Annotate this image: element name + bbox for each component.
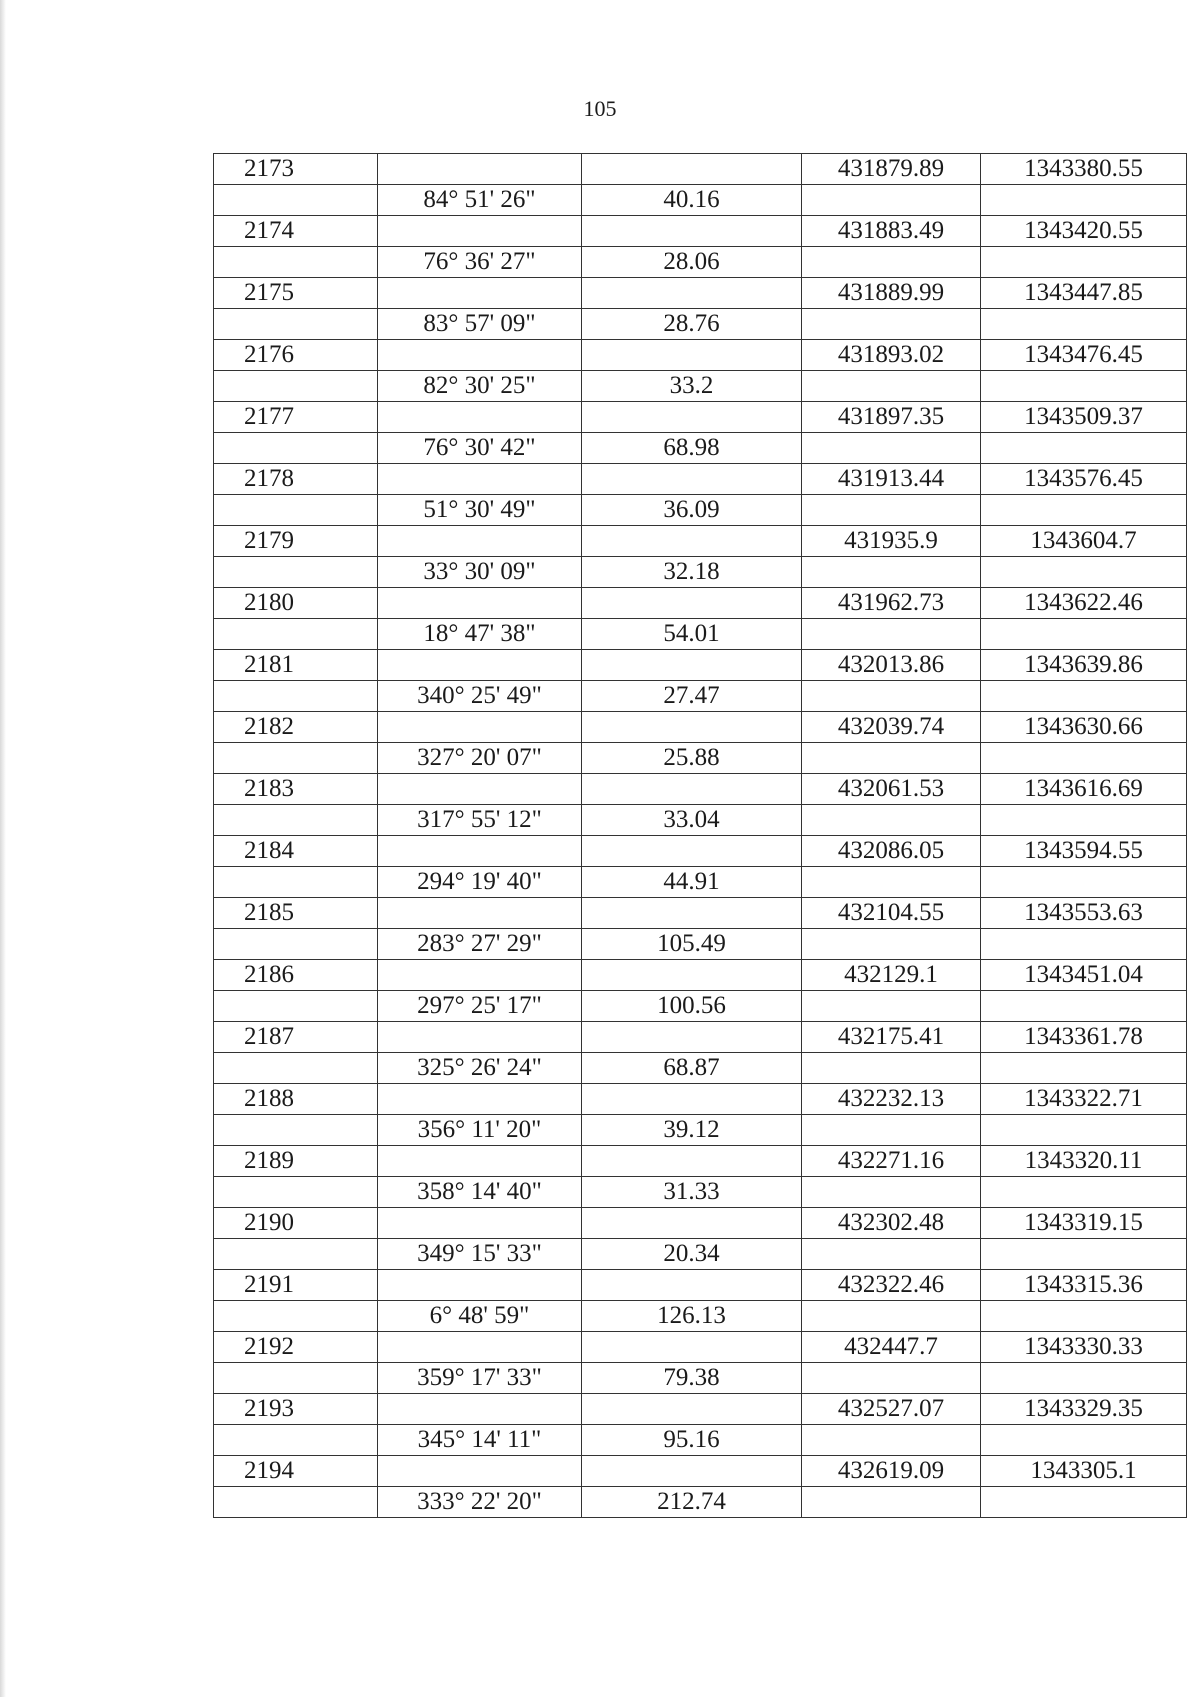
distance-cell: 20.34 bbox=[582, 1239, 802, 1270]
point-id-cell bbox=[214, 1425, 378, 1456]
bearing-cell: 317° 55' 12" bbox=[378, 805, 582, 836]
distance-cell: 28.06 bbox=[582, 247, 802, 278]
easting-cell bbox=[981, 1301, 1187, 1332]
easting-cell: 1343622.46 bbox=[981, 588, 1187, 619]
easting-cell bbox=[981, 619, 1187, 650]
bearing-cell bbox=[378, 712, 582, 743]
bearing-cell bbox=[378, 1270, 582, 1301]
station-row bbox=[214, 1332, 1187, 1363]
bearing-distance-row bbox=[214, 1239, 1187, 1270]
easting-cell bbox=[981, 929, 1187, 960]
bearing-cell: 349° 15' 33" bbox=[378, 1239, 582, 1270]
distance-cell bbox=[582, 1146, 802, 1177]
easting-cell: 1343576.45 bbox=[981, 464, 1187, 495]
bearing-distance-row bbox=[214, 1301, 1187, 1332]
station-row bbox=[214, 774, 1187, 805]
bearing-distance-row bbox=[214, 1487, 1187, 1518]
northing-cell: 431913.44 bbox=[802, 464, 981, 495]
easting-cell: 1343420.55 bbox=[981, 216, 1187, 247]
station-row bbox=[214, 650, 1187, 681]
distance-cell bbox=[582, 650, 802, 681]
northing-cell bbox=[802, 495, 981, 526]
distance-cell bbox=[582, 1022, 802, 1053]
point-id-cell: 2190 bbox=[214, 1208, 378, 1239]
station-row bbox=[214, 588, 1187, 619]
easting-cell: 1343594.55 bbox=[981, 836, 1187, 867]
point-id-cell: 2192 bbox=[214, 1332, 378, 1363]
bearing-distance-row bbox=[214, 371, 1187, 402]
station-row bbox=[214, 1394, 1187, 1425]
point-id-cell bbox=[214, 1115, 378, 1146]
station-row bbox=[214, 402, 1187, 433]
northing-cell: 431893.02 bbox=[802, 340, 981, 371]
northing-cell: 432447.7 bbox=[802, 1332, 981, 1363]
distance-cell bbox=[582, 402, 802, 433]
page-number: 105 bbox=[583, 96, 617, 121]
station-row bbox=[214, 464, 1187, 495]
point-id-cell bbox=[214, 1177, 378, 1208]
easting-cell: 1343315.36 bbox=[981, 1270, 1187, 1301]
bearing-distance-row bbox=[214, 1363, 1187, 1394]
bearing-distance-row bbox=[214, 1115, 1187, 1146]
northing-cell bbox=[802, 433, 981, 464]
northing-cell: 431879.89 bbox=[802, 154, 981, 185]
point-id-cell: 2186 bbox=[214, 960, 378, 991]
easting-cell bbox=[981, 1425, 1187, 1456]
point-id-cell: 2185 bbox=[214, 898, 378, 929]
bearing-cell: 18° 47' 38" bbox=[378, 619, 582, 650]
northing-cell: 432175.41 bbox=[802, 1022, 981, 1053]
point-id-cell: 2183 bbox=[214, 774, 378, 805]
easting-cell bbox=[981, 681, 1187, 712]
bearing-distance-row bbox=[214, 743, 1187, 774]
northing-cell bbox=[802, 1363, 981, 1394]
point-id-cell bbox=[214, 1301, 378, 1332]
northing-cell: 431935.9 bbox=[802, 526, 981, 557]
northing-cell bbox=[802, 743, 981, 774]
station-row bbox=[214, 216, 1187, 247]
point-id-cell: 2184 bbox=[214, 836, 378, 867]
station-row bbox=[214, 154, 1187, 185]
northing-cell bbox=[802, 619, 981, 650]
distance-cell bbox=[582, 774, 802, 805]
northing-cell bbox=[802, 805, 981, 836]
easting-cell bbox=[981, 1177, 1187, 1208]
bearing-distance-row bbox=[214, 1177, 1187, 1208]
distance-cell: 40.16 bbox=[582, 185, 802, 216]
northing-cell bbox=[802, 867, 981, 898]
bearing-distance-row bbox=[214, 991, 1187, 1022]
point-id-cell: 2174 bbox=[214, 216, 378, 247]
easting-cell: 1343451.04 bbox=[981, 960, 1187, 991]
northing-cell: 432619.09 bbox=[802, 1456, 981, 1487]
station-row bbox=[214, 1084, 1187, 1115]
bearing-cell bbox=[378, 340, 582, 371]
bearing-cell: 358° 14' 40" bbox=[378, 1177, 582, 1208]
bearing-cell bbox=[378, 588, 582, 619]
bearing-distance-row bbox=[214, 867, 1187, 898]
distance-cell bbox=[582, 1208, 802, 1239]
distance-cell: 39.12 bbox=[582, 1115, 802, 1146]
bearing-cell: 359° 17' 33" bbox=[378, 1363, 582, 1394]
point-id-cell bbox=[214, 185, 378, 216]
easting-cell: 1343330.33 bbox=[981, 1332, 1187, 1363]
bearing-distance-row bbox=[214, 495, 1187, 526]
northing-cell bbox=[802, 1425, 981, 1456]
bearing-distance-row bbox=[214, 619, 1187, 650]
bearing-cell bbox=[378, 1084, 582, 1115]
bearing-cell bbox=[378, 154, 582, 185]
distance-cell bbox=[582, 1332, 802, 1363]
distance-cell: 32.18 bbox=[582, 557, 802, 588]
distance-cell bbox=[582, 1084, 802, 1115]
northing-cell: 432086.05 bbox=[802, 836, 981, 867]
point-id-cell bbox=[214, 743, 378, 774]
point-id-cell: 2182 bbox=[214, 712, 378, 743]
bearing-cell bbox=[378, 650, 582, 681]
point-id-cell bbox=[214, 1363, 378, 1394]
easting-cell bbox=[981, 743, 1187, 774]
northing-cell: 432322.46 bbox=[802, 1270, 981, 1301]
northing-cell bbox=[802, 1487, 981, 1518]
easting-cell: 1343476.45 bbox=[981, 340, 1187, 371]
northing-cell: 432527.07 bbox=[802, 1394, 981, 1425]
distance-cell: 25.88 bbox=[582, 743, 802, 774]
bearing-distance-row bbox=[214, 185, 1187, 216]
easting-cell: 1343329.35 bbox=[981, 1394, 1187, 1425]
distance-cell bbox=[582, 1456, 802, 1487]
northing-cell: 432104.55 bbox=[802, 898, 981, 929]
bearing-cell bbox=[378, 1022, 582, 1053]
bearing-cell: 327° 20' 07" bbox=[378, 743, 582, 774]
bearing-cell bbox=[378, 1208, 582, 1239]
easting-cell bbox=[981, 805, 1187, 836]
bearing-cell bbox=[378, 836, 582, 867]
bearing-distance-row bbox=[214, 309, 1187, 340]
bearing-distance-row bbox=[214, 929, 1187, 960]
northing-cell bbox=[802, 1115, 981, 1146]
easting-cell bbox=[981, 1363, 1187, 1394]
distance-cell: 79.38 bbox=[582, 1363, 802, 1394]
distance-cell bbox=[582, 960, 802, 991]
easting-cell bbox=[981, 495, 1187, 526]
distance-cell: 31.33 bbox=[582, 1177, 802, 1208]
bearing-cell: 84° 51' 26" bbox=[378, 185, 582, 216]
northing-cell: 432129.1 bbox=[802, 960, 981, 991]
northing-cell bbox=[802, 1301, 981, 1332]
distance-cell: 68.98 bbox=[582, 433, 802, 464]
northing-cell bbox=[802, 991, 981, 1022]
bearing-distance-row bbox=[214, 247, 1187, 278]
distance-cell: 36.09 bbox=[582, 495, 802, 526]
easting-cell bbox=[981, 867, 1187, 898]
station-row bbox=[214, 1208, 1187, 1239]
bearing-cell bbox=[378, 402, 582, 433]
point-id-cell: 2193 bbox=[214, 1394, 378, 1425]
northing-cell bbox=[802, 247, 981, 278]
northing-cell: 432061.53 bbox=[802, 774, 981, 805]
point-id-cell: 2176 bbox=[214, 340, 378, 371]
easting-cell bbox=[981, 1487, 1187, 1518]
bearing-cell: 345° 14' 11" bbox=[378, 1425, 582, 1456]
bearing-cell: 6° 48' 59" bbox=[378, 1301, 582, 1332]
point-id-cell bbox=[214, 929, 378, 960]
northing-cell bbox=[802, 681, 981, 712]
bearing-cell bbox=[378, 1456, 582, 1487]
northing-cell bbox=[802, 1053, 981, 1084]
point-id-cell bbox=[214, 1053, 378, 1084]
easting-cell bbox=[981, 185, 1187, 216]
northing-cell bbox=[802, 557, 981, 588]
station-row bbox=[214, 960, 1187, 991]
point-id-cell bbox=[214, 681, 378, 712]
bearing-cell bbox=[378, 1146, 582, 1177]
scan-edge bbox=[0, 0, 6, 1697]
bearing-cell: 283° 27' 29" bbox=[378, 929, 582, 960]
easting-cell bbox=[981, 247, 1187, 278]
distance-cell: 44.91 bbox=[582, 867, 802, 898]
point-id-cell: 2178 bbox=[214, 464, 378, 495]
point-id-cell: 2179 bbox=[214, 526, 378, 557]
distance-cell bbox=[582, 340, 802, 371]
point-id-cell: 2175 bbox=[214, 278, 378, 309]
easting-cell: 1343319.15 bbox=[981, 1208, 1187, 1239]
point-id-cell bbox=[214, 805, 378, 836]
bearing-cell: 356° 11' 20" bbox=[378, 1115, 582, 1146]
northing-cell: 432039.74 bbox=[802, 712, 981, 743]
bearing-cell: 33° 30' 09" bbox=[378, 557, 582, 588]
survey-table bbox=[213, 153, 1187, 1518]
distance-cell: 28.76 bbox=[582, 309, 802, 340]
bearing-cell: 297° 25' 17" bbox=[378, 991, 582, 1022]
bearing-cell: 340° 25' 49" bbox=[378, 681, 582, 712]
distance-cell: 68.87 bbox=[582, 1053, 802, 1084]
bearing-cell bbox=[378, 526, 582, 557]
distance-cell: 105.49 bbox=[582, 929, 802, 960]
point-id-cell: 2194 bbox=[214, 1456, 378, 1487]
bearing-cell bbox=[378, 1394, 582, 1425]
point-id-cell bbox=[214, 867, 378, 898]
point-id-cell: 2189 bbox=[214, 1146, 378, 1177]
northing-cell: 432013.86 bbox=[802, 650, 981, 681]
distance-cell: 27.47 bbox=[582, 681, 802, 712]
bearing-cell: 83° 57' 09" bbox=[378, 309, 582, 340]
easting-cell bbox=[981, 1115, 1187, 1146]
bearing-distance-row bbox=[214, 557, 1187, 588]
station-row bbox=[214, 1456, 1187, 1487]
point-id-cell bbox=[214, 619, 378, 650]
distance-cell bbox=[582, 278, 802, 309]
distance-cell bbox=[582, 464, 802, 495]
bearing-cell bbox=[378, 960, 582, 991]
point-id-cell: 2188 bbox=[214, 1084, 378, 1115]
easting-cell: 1343320.11 bbox=[981, 1146, 1187, 1177]
easting-cell: 1343361.78 bbox=[981, 1022, 1187, 1053]
bearing-cell: 294° 19' 40" bbox=[378, 867, 582, 898]
bearing-cell bbox=[378, 1332, 582, 1363]
northing-cell bbox=[802, 309, 981, 340]
northing-cell: 431883.49 bbox=[802, 216, 981, 247]
distance-cell bbox=[582, 712, 802, 743]
distance-cell: 95.16 bbox=[582, 1425, 802, 1456]
distance-cell bbox=[582, 588, 802, 619]
point-id-cell: 2191 bbox=[214, 1270, 378, 1301]
northing-cell bbox=[802, 185, 981, 216]
easting-cell: 1343322.71 bbox=[981, 1084, 1187, 1115]
point-id-cell bbox=[214, 1487, 378, 1518]
northing-cell bbox=[802, 371, 981, 402]
point-id-cell bbox=[214, 433, 378, 464]
easting-cell: 1343630.66 bbox=[981, 712, 1187, 743]
distance-cell bbox=[582, 216, 802, 247]
easting-cell: 1343553.63 bbox=[981, 898, 1187, 929]
bearing-cell bbox=[378, 216, 582, 247]
distance-cell bbox=[582, 1394, 802, 1425]
northing-cell: 432302.48 bbox=[802, 1208, 981, 1239]
distance-cell: 100.56 bbox=[582, 991, 802, 1022]
easting-cell bbox=[981, 1239, 1187, 1270]
bearing-distance-row bbox=[214, 681, 1187, 712]
point-id-cell bbox=[214, 309, 378, 340]
distance-cell bbox=[582, 526, 802, 557]
bearing-cell: 325° 26' 24" bbox=[378, 1053, 582, 1084]
station-row bbox=[214, 1270, 1187, 1301]
northing-cell bbox=[802, 1239, 981, 1270]
point-id-cell: 2187 bbox=[214, 1022, 378, 1053]
bearing-distance-row bbox=[214, 1425, 1187, 1456]
point-id-cell bbox=[214, 495, 378, 526]
station-row bbox=[214, 278, 1187, 309]
station-row bbox=[214, 1022, 1187, 1053]
bearing-distance-row bbox=[214, 433, 1187, 464]
easting-cell: 1343616.69 bbox=[981, 774, 1187, 805]
distance-cell: 33.04 bbox=[582, 805, 802, 836]
easting-cell: 1343604.7 bbox=[981, 526, 1187, 557]
point-id-cell bbox=[214, 1239, 378, 1270]
bearing-cell bbox=[378, 898, 582, 929]
northing-cell: 431897.35 bbox=[802, 402, 981, 433]
easting-cell: 1343447.85 bbox=[981, 278, 1187, 309]
point-id-cell: 2173 bbox=[214, 154, 378, 185]
point-id-cell bbox=[214, 557, 378, 588]
bearing-distance-row bbox=[214, 1053, 1187, 1084]
distance-cell: 54.01 bbox=[582, 619, 802, 650]
northing-cell bbox=[802, 1177, 981, 1208]
point-id-cell bbox=[214, 991, 378, 1022]
easting-cell: 1343509.37 bbox=[981, 402, 1187, 433]
easting-cell: 1343639.86 bbox=[981, 650, 1187, 681]
table-body bbox=[214, 154, 1187, 1518]
point-id-cell bbox=[214, 247, 378, 278]
distance-cell bbox=[582, 154, 802, 185]
easting-cell bbox=[981, 991, 1187, 1022]
easting-cell: 1343305.1 bbox=[981, 1456, 1187, 1487]
northing-cell: 431962.73 bbox=[802, 588, 981, 619]
bearing-cell bbox=[378, 774, 582, 805]
station-row bbox=[214, 836, 1187, 867]
easting-cell: 1343380.55 bbox=[981, 154, 1187, 185]
distance-cell: 212.74 bbox=[582, 1487, 802, 1518]
easting-cell bbox=[981, 433, 1187, 464]
station-row bbox=[214, 712, 1187, 743]
bearing-cell: 76° 36' 27" bbox=[378, 247, 582, 278]
easting-cell bbox=[981, 371, 1187, 402]
station-row bbox=[214, 1146, 1187, 1177]
distance-cell bbox=[582, 836, 802, 867]
bearing-distance-row bbox=[214, 805, 1187, 836]
point-id-cell: 2181 bbox=[214, 650, 378, 681]
bearing-cell: 76° 30' 42" bbox=[378, 433, 582, 464]
distance-cell bbox=[582, 1270, 802, 1301]
northing-cell: 431889.99 bbox=[802, 278, 981, 309]
point-id-cell: 2180 bbox=[214, 588, 378, 619]
distance-cell: 126.13 bbox=[582, 1301, 802, 1332]
point-id-cell: 2177 bbox=[214, 402, 378, 433]
bearing-cell: 82° 30' 25" bbox=[378, 371, 582, 402]
northing-cell: 432232.13 bbox=[802, 1084, 981, 1115]
distance-cell: 33.2 bbox=[582, 371, 802, 402]
bearing-cell bbox=[378, 464, 582, 495]
easting-cell bbox=[981, 309, 1187, 340]
bearing-cell bbox=[378, 278, 582, 309]
bearing-cell: 333° 22' 20" bbox=[378, 1487, 582, 1518]
distance-cell bbox=[582, 898, 802, 929]
station-row bbox=[214, 340, 1187, 371]
station-row bbox=[214, 898, 1187, 929]
station-row bbox=[214, 526, 1187, 557]
northing-cell bbox=[802, 929, 981, 960]
easting-cell bbox=[981, 557, 1187, 588]
point-id-cell bbox=[214, 371, 378, 402]
northing-cell: 432271.16 bbox=[802, 1146, 981, 1177]
easting-cell bbox=[981, 1053, 1187, 1084]
bearing-cell: 51° 30' 49" bbox=[378, 495, 582, 526]
